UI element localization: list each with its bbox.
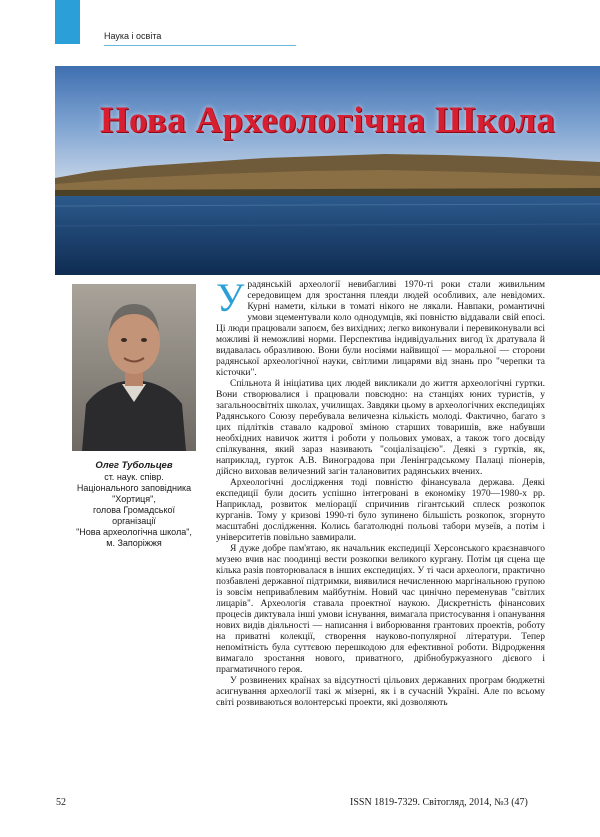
page-number: 52 xyxy=(56,797,66,808)
author-position-line: "Нова археологічна школа", xyxy=(76,527,192,537)
article-title: Нова Археологічна Школа xyxy=(99,100,556,141)
author-position-line: Національного заповідника xyxy=(76,483,192,493)
hero-image xyxy=(55,66,600,275)
article-paragraph xyxy=(216,275,545,379)
author-portrait xyxy=(72,284,196,451)
author-position-line: "Хортиця", xyxy=(112,494,156,504)
author-position-line: організації xyxy=(112,516,156,526)
article-paragraph: Спільнота й ініціатива цих людей викликали до життя археологічні гуртки. Вони створювалися і працювали повсюдно: на станціях юних туристів, у загальноосвітніх школах, училищах. Завдяки цьому в археологічних експедиціях Радянського Союзу перебувала величезна кількість молоді. Фактично, багато з цих підлітків ставало кадрової зміною старших товаришів, вже набувши необхідних навичок життя і роботи у польових умовах, а також того досвіду спілкування, який зараз називають "соціалізацією". Деякі з гуртків, як, наприклад, гурток А.В. Виноградова при Ленінградському Палаці піонерів, дійсно виховав величезний загін талановитих радянських вчених. xyxy=(216,379,545,477)
section-color-tab xyxy=(55,0,80,44)
author-photo-illustration xyxy=(72,284,196,451)
article-body xyxy=(216,275,545,709)
author-name: Олег Тубольцев xyxy=(95,460,173,471)
article-paragraph: Я дуже добре пам'ятаю, як начальник експедиції Херсонського краєзнавчого музею вчив нас поодинці вести розкопки великого кургану. Потім ця сцена ще кілька разів повторювалася в інших експедиціях. У ті часи археологи, практично позбавлені державної підтримки, виявилися нечисленною маргінальною групою із зовсім неприваблевим майбутнім. Новий час цинічно переменував "світлих лицарів". Археологія ставала проектної наукою. Дискретність фінансових процесів диктувала інші умови існування, вимагала пристосування і опанування нових видів діяльності — написання і виборювання грантових проектів, роботу на приватні колекції, створення науково-популярної літератури. Тепер непомітність була суттєвою перешкодою для ефективної роботи. Відродження вимагало зростання нового, приватного, дрібнобуржуазного дієвого і прагматичного героя. xyxy=(216,544,545,675)
header-rule xyxy=(104,45,296,46)
article-paragraph: Археологічні дослідження тоді повністю фінансувала держава. Деякі експедиції були досить успішно інтегровані в економіку 1970—1980-х рр. Наприклад, розвиток меліорації спричинив гігантський сплеск розкопок курганів. Тому у кризові 1990-ті було зупинено більшість розкопок, згорнуто масштабні дослідження. Колись багатолюдні польові табори музеїв, а потім і університетів повільно завмирали. xyxy=(216,478,545,543)
author-position-line: ст. наук. співр. xyxy=(104,472,164,482)
author-info xyxy=(56,460,212,549)
author-position-line: голова Громадської xyxy=(93,505,175,515)
author-position-line: м. Запоріжжя xyxy=(106,538,162,548)
journal-issn: ISSN 1819-7329. Світогляд, 2014, №3 (47) xyxy=(350,797,528,808)
paragraph-text: радянській археології невибагливі 1970-ті роки стали живильним середовищем для зростання плеяди людей особливих, але невідомих. Курні намети, кільки в томаті нікого не лякали. Навпаки, романтичні умови зцементували коло однодумців, які повністю віддавали свій епосі. Ці люди працювали запоєм, без вихідних; легко виконували і перевиконували всі можливі й неможливі норми. Перспектива індивідуальних вигод їх дратувала й видавалась образливою. Вони були носіями найвищої — моральної — сторони радянської археологічної науки, світлими лицарями від знань про "черепки та кісточки". xyxy=(216,280,545,378)
drop-cap: У xyxy=(216,275,245,320)
river-landscape-illustration xyxy=(55,66,600,275)
section-label: Наука і освіта xyxy=(104,31,162,41)
article-paragraph: У розвинених країнах за відсутності цільових державних програм бюджетні асигнування археології такі ж мізерні, як і в сучасній Україні. Але по всьому світі розвиваються волонтерські проекти, які дозволяють xyxy=(216,676,545,708)
